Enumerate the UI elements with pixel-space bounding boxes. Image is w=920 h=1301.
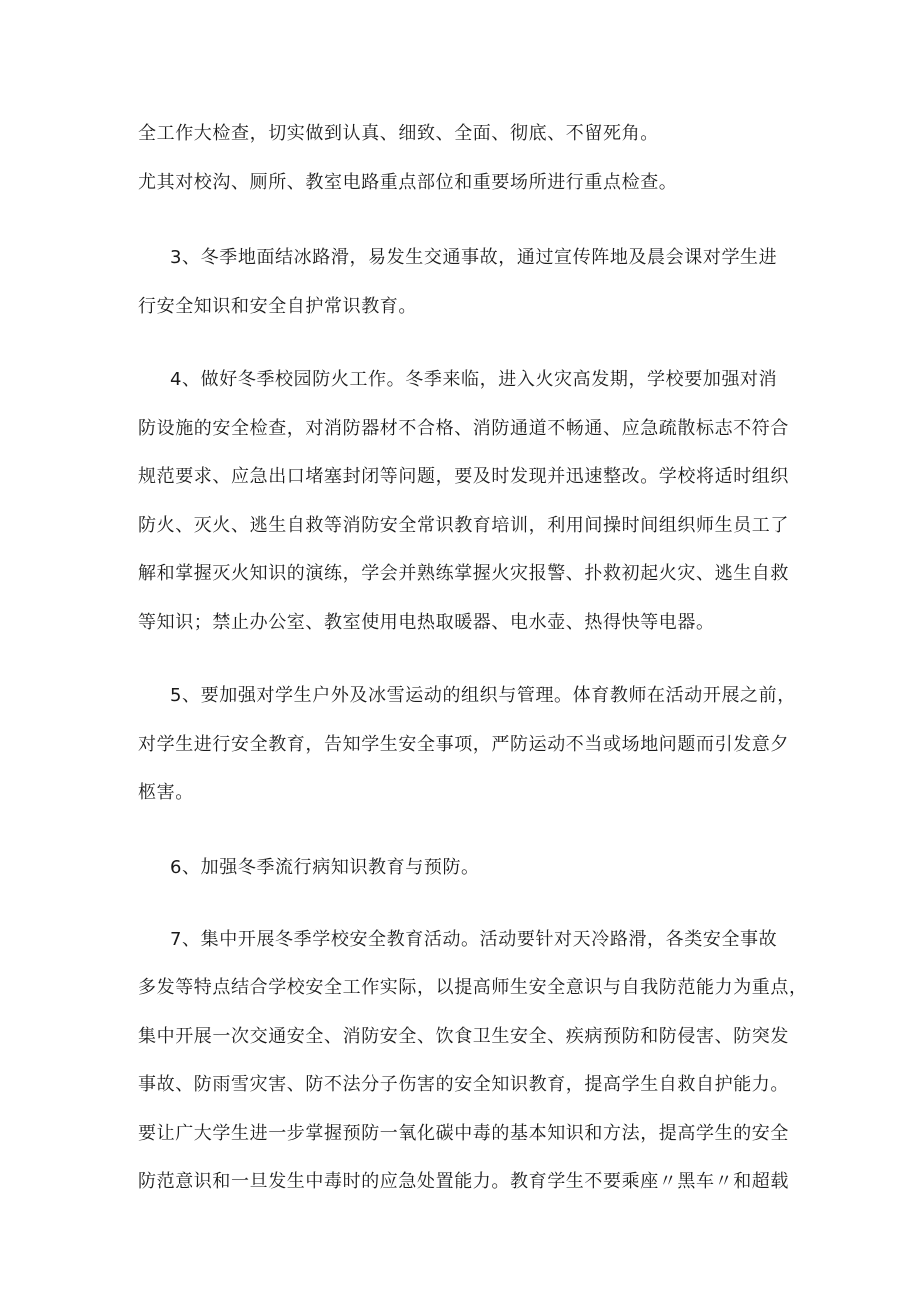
paragraph-4-line: 4、做好冬季校园防火工作。冬季来临，进入火灾高发期，学校要加强对消: [170, 369, 778, 390]
paragraph-5-line: 5、要加强对学生户外及冰雪运动的组织与管理。体育教师在活动开展之前，: [170, 685, 796, 706]
text-line: 防范意识和一旦发生中毒时的应急处置能力。教育学生不要乘座〃黑车〃和超载: [138, 1171, 789, 1192]
text-line: 防设施的安全检查，对消防器材不合格、消防通道不畅通、应急疏散标志不符合: [138, 418, 789, 439]
text-line: 规范要求、应急出口堵塞封闭等问题，要及时发现并迅速整改。学校将适时组织: [138, 466, 789, 487]
text-line: 柩害。: [138, 782, 194, 803]
paragraph-3-line: 3、冬季地面结冰路滑，易发生交通事故，通过宣传阵地及晨会课对学生进: [170, 247, 778, 268]
text-line: 集中开展一次交通安全、消防安全、饮食卫生安全、疾病预防和防侵害、防突发: [138, 1026, 789, 1047]
text-line: 事故、防雨雪灾害、防不法分子伤害的安全知识教育，提高学生自救自护能力。: [138, 1074, 789, 1095]
text-line: 行安全知识和安全自护常识教育。: [138, 296, 417, 317]
text-line: 多发等特点结合学校安全工作实际，以提高师生安全意识与自我防范能力为重点，: [138, 977, 808, 998]
text-line: 对学生进行安全教育，告知学生安全事项，严防运动不当或场地问题而引发意夕: [138, 734, 789, 755]
text-line: 尤其对校沟、厕所、教室电路重点部位和重要场所进行重点检查。: [138, 172, 678, 193]
text-line: 全工作大检查，切实做到认真、细致、全面、彻底、不留死角。: [138, 123, 659, 144]
paragraph-6-line: 6、加强冬季流行病知识教育与预防。: [170, 857, 480, 878]
text-line: 要让广大学生进一步掌握预防一氧化碳中毒的基本知识和方法，提高学生的安全: [138, 1123, 789, 1144]
paragraph-7-line: 7、集中开展冬季学校安全教育活动。活动要针对天冷路滑，各类安全事故: [170, 929, 778, 950]
text-line: 等知识；禁止办公室、教室使用电热取暖器、电水壶、热得快等电器。: [138, 612, 715, 633]
text-line: 防火、灭火、逃生自救等消防安全常识教育培训，利用间操时间组织师生员工了: [138, 515, 789, 536]
text-line: 解和掌握灭火知识的演练，学会并熟练掌握火灾报警、扑救初起火灾、逃生自救: [138, 563, 789, 584]
